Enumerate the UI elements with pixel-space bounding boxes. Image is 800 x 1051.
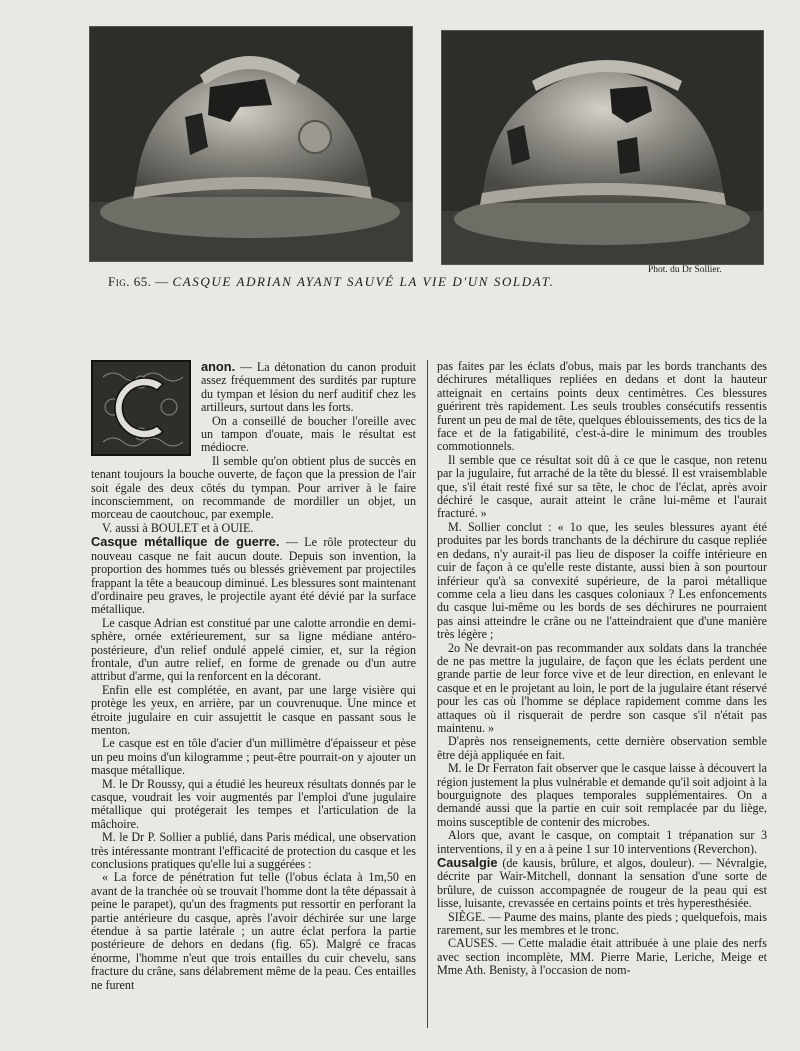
helmet-icon [90,27,412,261]
paragraph: Il semble que ce résultat soit dû à ce que le casque, non retenu par la jugulaire, fut arraché de la tête du blessé. Il est vraisemblable que, s'il était resté fixé sur sa tête, le choc de l'éclat, après avoir déchiré le casque, aurait atteint le crâne lui-même et l'aurait fracturé. » [437,452,767,521]
paragraph: M. le Dr P. Sollier a publié, dans Paris médical, une observation très intéressante montrant l'efficacité de protection du casque et les conclusions pratiques qu'elle lui a suggérées : [91,830,416,872]
paragraph: M. le Dr Ferraton fait observer que le casque laisse à découvert la région justement la plus vulnérable et demande qu'il soit adjoint à la bourguignote des plaques temporales supplémentaires. On a demandé aussi que la partie en cuir soit remplacée par du liège, moins susceptible de contenir des microbes. [437,761,767,829]
dropcap-c-icon [91,360,191,456]
paragraph: Enfin elle est complétée, en avant, par une large visière qui protège les yeux, en arrière, par un couvrenuque. Une mince et étroite jugulaire en cuir assujettit le casque en passant sous le menton. [91,682,416,737]
column-divider [427,360,428,1028]
paragraph: pas faites par les éclats d'obus, mais par les bords tranchants des déchirures métalliques repliées en dedans et dont la hauteur atteignait en certains points deux centimètres. Ces blessures guérirent très rapidement. Les seuls troubles consécutifs ressentis furent un peu de mal de tête, quelques éblouissements, des tics de la face et de la fatigabilité, c'est-à-dire le minimum des troubles commotionnels. [437,359,767,454]
figure-label: Fig. 65. [108,274,152,289]
paragraph: Il semble qu'on obtient plus de succès en tenant toujours la bouche ouverte, de façon que la pression de l'air soit égale des deux côtés du tympan. Pour arriver à le faire inconsciemment, on recommande de mordiller un objet, un morceau de caoutchouc, par exemple. [91,453,416,522]
heading-causalgie: Causalgie [437,855,498,871]
paragraph-causes: CAUSES. — Cette maladie était attribuée à une plaie des nerfs avec section incomplète, MM. Pierre Marie, Leriche, Meige et Mme Ath. Benisty, à l'occasion de nom- [437,936,767,978]
paragraph: Alors que, avant le casque, on comptait 1 trépanation sur 3 interventions, il y en a à peine 1 sur 10 interventions (Reverchon). [437,828,767,856]
paragraph: Le casque est en tôle d'acier d'un millimètre d'épaisseur et pèse un peu moins d'un kilogramme ; peut-être pourrait-on y ajouter un masque métallique. [91,736,416,778]
helmet-icon [442,31,763,264]
figure-dash: — [151,274,173,289]
figure-caption [108,274,555,290]
heading-canon: anon. [201,359,236,374]
left-column [91,360,416,992]
helmet-photo-right [441,30,764,265]
paragraph: Le casque Adrian est constitué par une calotte arrondie en demi-sphère, ornée extérieurement, sur sa ligne médiane antéro-postérieure, d'un relief ondulé appelé cimier, et, sur la région frontale, d'un autre relief, en forme de grenade ou d'un autre attribut d'arme, qui la renforcent en la décorant. [91,615,416,684]
figure-title: CASQUE ADRIAN AYANT SAUVÉ LA VIE D'UN SOLDAT. [172,274,555,289]
paragraph-canon: anon. — La détonation du canon produit assez fréquemment des surdités par rupture du tympan et lésion du nerf auditif chez les artilleurs, surtout dans les forts. [201,359,416,415]
helmet-photo-left [89,26,413,262]
paragraph: D'après nos renseignements, cette dernière observation semble être déjà appliquée en fait. [437,734,767,762]
heading-casque: Casque métallique de guerre. [91,534,280,550]
paragraph: On a conseillé de boucher l'oreille avec un tampon d'ouate, mais le résultat est médiocre. [201,413,416,455]
right-column [437,360,767,978]
paragraph: 2o Ne devrait-on pas recommander aux soldats dans la tranchée de ne pas mettre la jugulaire, de façon que les éclats perdent une grande partie de leur force vive et de leur direction, en enlevant le casque et en le projetant au loin, le port de la jugulaire étant réservé pour les cas où l'homme se déplace rapidement comme dans les attaques où il risquerait de perdre son casque s'il n'était pas maintenu. » [437,640,767,735]
see-also: V. aussi à BOULET et à OUIE. [102,520,254,535]
paragraph: « La force de pénétration fut telle (l'obus éclata à 1m,50 en avant de la tranchée où se trouvait l'homme dont la tête dépassait à peine le parapet), qu'un des fragments put ressortir en perforant la partie antérieure du casque, après l'avoir déchirée sur une large étendue à sa partie latérale ; un autre éclat perfora la partie postérieure de dehors en dedans (fig. 65). Malgré ce fracas énorme, l'homme n'eut que trois entailles du cuir chevelu, sans fracture du crâne, sans délabrement même de la peau. Ces entailles ne furent [91,870,416,992]
paragraph: M. le Dr Roussy, qui a étudié les heureux résultats donnés par le casque, voudrait les voir augmentés par l'emploi d'une jugulaire métallique qui protégerait les tempes et l'articulation de la mâchoire. [91,776,416,831]
paragraph: M. Sollier conclut : « 1o que, les seules blessures ayant été produites par les bords tranchants de la déchirure du casque repliée en dedans, n'y aurait-il pas lieu de disposer la coiffe intérieure en cuir de façon à ce qu'elle reste distante, aussi bien à son pourtour inférieur qu'à sa convexité supérieure, de la paroi métallique comme cela a lieu dans les casques coloniaux ? Les enfoncements du casque lui-même ou les bords de ses déchirures ne pourraient pas ainsi atteindre le crâne ou ne l'atteindraient que d'une manière très légère ; [437,519,767,642]
paragraph-siege: SIÈGE. — Paume des mains, plante des pieds ; quelquefois, mais rarement, sur les membres et le tronc. [437,909,767,938]
paragraph-casque: Casque métallique de guerre. — Le rôle protecteur du nouveau casque ne fait aucun doute. Depuis son invention, la proportion des hommes tués ou blessés grièvement par projectiles frappant la tête a beaucoup diminué. Les blessures sont maintenant d'ordinaire peu graves, le projectile ayant été dévié par la surface métallique. [91,534,416,617]
paragraph-causalgie: Causalgie (de kausis, brûlure, et algos, douleur). — Névralgie, décrite par Wair-Mitchell, donnant la sensation d'une sorte de brûlure, de cuisson accompagnée de rougeur de la peau qui est lisse, luisante, crevassée en certains points et très hyperesthésiée. [437,855,767,911]
photo-credit: Phot. du Dr Sollier. [648,265,722,275]
